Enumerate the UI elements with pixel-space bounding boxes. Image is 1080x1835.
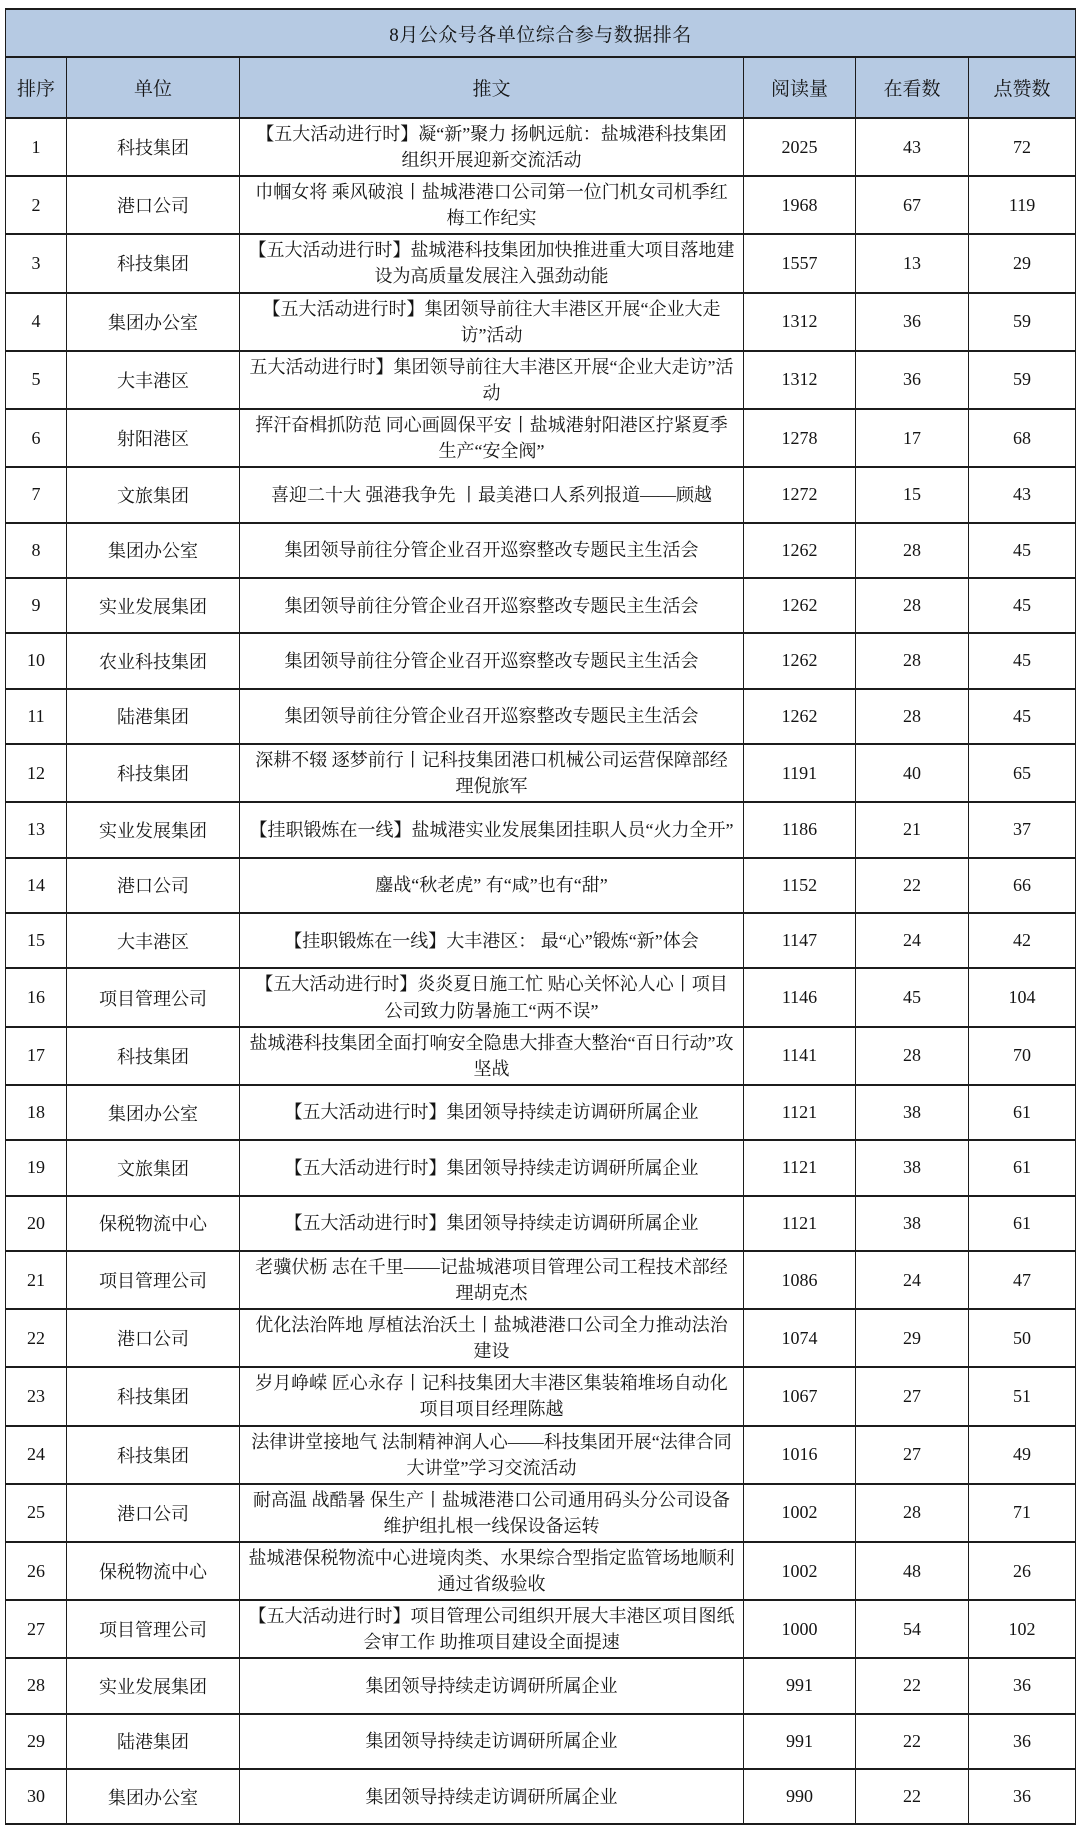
rank-cell: 24	[6, 1426, 67, 1484]
watching-cell: 27	[856, 1426, 969, 1484]
table-row	[6, 1367, 1076, 1425]
unit-cell: 科技集团	[67, 744, 240, 802]
column-header-likes: 点赞数	[969, 57, 1076, 118]
reads-cell: 1141	[744, 1027, 856, 1085]
likes-cell: 45	[969, 523, 1076, 578]
watching-cell: 27	[856, 1367, 969, 1425]
rank-cell: 14	[6, 858, 67, 913]
table-row	[6, 1484, 1076, 1542]
likes-cell: 26	[969, 1542, 1076, 1600]
rank-cell: 10	[6, 633, 67, 688]
rank-cell: 3	[6, 234, 67, 292]
unit-cell: 科技集团	[67, 1027, 240, 1085]
rank-cell: 25	[6, 1484, 67, 1542]
rank-cell: 15	[6, 913, 67, 968]
watching-cell: 28	[856, 633, 969, 688]
article-cell: 挥汗奋楫抓防范 同心画圆保平安丨盐城港射阳港区拧紧夏季生产“安全阀”	[240, 409, 744, 467]
rank-cell: 1	[6, 118, 67, 176]
article-cell: 【五大活动进行时】集团领导持续走访调研所属企业	[240, 1085, 744, 1140]
table-row	[6, 968, 1076, 1026]
article-cell: 集团领导前往分管企业召开巡察整改专题民主生活会	[240, 689, 744, 744]
watching-cell: 36	[856, 351, 969, 409]
unit-cell: 大丰港区	[67, 913, 240, 968]
table-body	[6, 118, 1076, 1824]
watching-cell: 24	[856, 913, 969, 968]
table-row	[6, 293, 1076, 351]
likes-cell: 36	[969, 1714, 1076, 1769]
reads-cell: 990	[744, 1769, 856, 1824]
table-row	[6, 1542, 1076, 1600]
likes-cell: 59	[969, 293, 1076, 351]
title-row	[6, 9, 1076, 57]
table-row	[6, 1714, 1076, 1769]
watching-cell: 24	[856, 1251, 969, 1309]
rank-cell: 23	[6, 1367, 67, 1425]
unit-cell: 农业科技集团	[67, 633, 240, 688]
watching-cell: 29	[856, 1309, 969, 1367]
reads-cell: 1557	[744, 234, 856, 292]
likes-cell: 36	[969, 1658, 1076, 1713]
likes-cell: 72	[969, 118, 1076, 176]
article-cell: 巾帼女将 乘风破浪丨盐城港港口公司第一位门机女司机季红梅工作纪实	[240, 176, 744, 234]
unit-cell: 大丰港区	[67, 351, 240, 409]
reads-cell: 1152	[744, 858, 856, 913]
reads-cell: 1262	[744, 578, 856, 633]
rank-cell: 20	[6, 1196, 67, 1251]
rank-cell: 17	[6, 1027, 67, 1085]
unit-cell: 陆港集团	[67, 689, 240, 744]
reads-cell: 1067	[744, 1367, 856, 1425]
article-cell: 喜迎二十大 强港我争先 丨最美港口人系列报道——顾越	[240, 467, 744, 522]
rank-cell: 4	[6, 293, 67, 351]
reads-cell: 1146	[744, 968, 856, 1026]
reads-cell: 1000	[744, 1600, 856, 1658]
article-cell: 【五大活动进行时】集团领导持续走访调研所属企业	[240, 1140, 744, 1195]
reads-cell: 1262	[744, 633, 856, 688]
column-header-reads: 阅读量	[744, 57, 856, 118]
rank-cell: 7	[6, 467, 67, 522]
unit-cell: 实业发展集团	[67, 1658, 240, 1713]
table-row	[6, 1085, 1076, 1140]
reads-cell: 1312	[744, 293, 856, 351]
reads-cell: 2025	[744, 118, 856, 176]
reads-cell: 991	[744, 1714, 856, 1769]
rank-cell: 18	[6, 1085, 67, 1140]
article-cell: 集团领导前往分管企业召开巡察整改专题民主生活会	[240, 523, 744, 578]
rank-cell: 12	[6, 744, 67, 802]
reads-cell: 1121	[744, 1085, 856, 1140]
article-cell: 优化法治阵地 厚植法治沃土丨盐城港港口公司全力推动法治建设	[240, 1309, 744, 1367]
column-header-article: 推文	[240, 57, 744, 118]
table-row	[6, 1309, 1076, 1367]
unit-cell: 港口公司	[67, 1309, 240, 1367]
likes-cell: 119	[969, 176, 1076, 234]
likes-cell: 36	[969, 1769, 1076, 1824]
reads-cell: 1968	[744, 176, 856, 234]
table-row	[6, 858, 1076, 913]
article-cell: 老骥伏枥 志在千里——记盐城港项目管理公司工程技术部经理胡克杰	[240, 1251, 744, 1309]
unit-cell: 科技集团	[67, 1426, 240, 1484]
article-cell: 深耕不辍 逐梦前行丨记科技集团港口机械公司运营保障部经理倪旅军	[240, 744, 744, 802]
ranking-table	[5, 8, 1076, 1825]
article-cell: 【五大活动进行时】凝“新”聚力 扬帆远航：盐城港科技集团组织开展迎新交流活动	[240, 118, 744, 176]
unit-cell: 文旅集团	[67, 1140, 240, 1195]
reads-cell: 1121	[744, 1196, 856, 1251]
article-cell: 耐高温 战酷暑 保生产丨盐城港港口公司通用码头分公司设备维护组扎根一线保设备运转	[240, 1484, 744, 1542]
table-title: 8月公众号各单位综合参与数据排名	[6, 9, 1076, 57]
likes-cell: 66	[969, 858, 1076, 913]
rank-cell: 19	[6, 1140, 67, 1195]
table-row	[6, 1658, 1076, 1713]
watching-cell: 40	[856, 744, 969, 802]
article-cell: 【五大活动进行时】集团领导持续走访调研所属企业	[240, 1196, 744, 1251]
watching-cell: 15	[856, 467, 969, 522]
likes-cell: 45	[969, 578, 1076, 633]
rank-cell: 28	[6, 1658, 67, 1713]
unit-cell: 集团办公室	[67, 1769, 240, 1824]
table-row	[6, 802, 1076, 857]
likes-cell: 29	[969, 234, 1076, 292]
unit-cell: 项目管理公司	[67, 1600, 240, 1658]
article-cell: 集团领导持续走访调研所属企业	[240, 1714, 744, 1769]
table-row	[6, 351, 1076, 409]
rank-cell: 2	[6, 176, 67, 234]
unit-cell: 项目管理公司	[67, 1251, 240, 1309]
unit-cell: 科技集团	[67, 234, 240, 292]
article-cell: 集团领导前往分管企业召开巡察整改专题民主生活会	[240, 633, 744, 688]
rank-cell: 27	[6, 1600, 67, 1658]
article-cell: 【五大活动进行时】项目管理公司组织开展大丰港区项目图纸会审工作 助推项目建设全面提速	[240, 1600, 744, 1658]
likes-cell: 42	[969, 913, 1076, 968]
watching-cell: 13	[856, 234, 969, 292]
article-cell: 集团领导持续走访调研所属企业	[240, 1769, 744, 1824]
likes-cell: 45	[969, 633, 1076, 688]
article-cell: 【挂职锻炼在一线】盐城港实业发展集团挂职人员“火力全开”	[240, 802, 744, 857]
table-row	[6, 1196, 1076, 1251]
article-cell: 集团领导前往分管企业召开巡察整改专题民主生活会	[240, 578, 744, 633]
watching-cell: 22	[856, 858, 969, 913]
watching-cell: 45	[856, 968, 969, 1026]
reads-cell: 1278	[744, 409, 856, 467]
reads-cell: 1016	[744, 1426, 856, 1484]
table-row	[6, 744, 1076, 802]
unit-cell: 科技集团	[67, 118, 240, 176]
unit-cell: 集团办公室	[67, 1085, 240, 1140]
unit-cell: 保税物流中心	[67, 1196, 240, 1251]
watching-cell: 38	[856, 1196, 969, 1251]
table-row	[6, 1140, 1076, 1195]
likes-cell: 47	[969, 1251, 1076, 1309]
watching-cell: 38	[856, 1085, 969, 1140]
rank-cell: 22	[6, 1309, 67, 1367]
likes-cell: 71	[969, 1484, 1076, 1542]
table-row	[6, 409, 1076, 467]
rank-cell: 21	[6, 1251, 67, 1309]
unit-cell: 保税物流中心	[67, 1542, 240, 1600]
rank-cell: 26	[6, 1542, 67, 1600]
reads-cell: 1186	[744, 802, 856, 857]
rank-cell: 29	[6, 1714, 67, 1769]
reads-cell: 1147	[744, 913, 856, 968]
article-cell: 盐城港科技集团全面打响安全隐患大排查大整治“百日行动”攻坚战	[240, 1027, 744, 1085]
table-row	[6, 633, 1076, 688]
column-header-rank: 排序	[6, 57, 67, 118]
watching-cell: 22	[856, 1658, 969, 1713]
watching-cell: 28	[856, 523, 969, 578]
rank-cell: 9	[6, 578, 67, 633]
unit-cell: 项目管理公司	[67, 968, 240, 1026]
likes-cell: 102	[969, 1600, 1076, 1658]
article-cell: 【挂职锻炼在一线】大丰港区： 最“心”锻炼“新”体会	[240, 913, 744, 968]
watching-cell: 36	[856, 293, 969, 351]
watching-cell: 21	[856, 802, 969, 857]
reads-cell: 1121	[744, 1140, 856, 1195]
watching-cell: 38	[856, 1140, 969, 1195]
reads-cell: 1074	[744, 1309, 856, 1367]
rank-cell: 16	[6, 968, 67, 1026]
rank-cell: 11	[6, 689, 67, 744]
rank-cell: 30	[6, 1769, 67, 1824]
rank-cell: 6	[6, 409, 67, 467]
article-cell: 岁月峥嵘 匠心永存丨记科技集团大丰港区集装箱堆场自动化项目项目经理陈越	[240, 1367, 744, 1425]
header-row	[6, 57, 1076, 118]
watching-cell: 43	[856, 118, 969, 176]
reads-cell: 1272	[744, 467, 856, 522]
article-cell: 五大活动进行时】集团领导前往大丰港区开展“企业大走访”活动	[240, 351, 744, 409]
watching-cell: 67	[856, 176, 969, 234]
reads-cell: 1086	[744, 1251, 856, 1309]
reads-cell: 1312	[744, 351, 856, 409]
watching-cell: 28	[856, 578, 969, 633]
unit-cell: 科技集团	[67, 1367, 240, 1425]
likes-cell: 50	[969, 1309, 1076, 1367]
watching-cell: 22	[856, 1769, 969, 1824]
likes-cell: 61	[969, 1196, 1076, 1251]
column-header-watching: 在看数	[856, 57, 969, 118]
reads-cell: 1002	[744, 1484, 856, 1542]
reads-cell: 1262	[744, 523, 856, 578]
likes-cell: 43	[969, 467, 1076, 522]
likes-cell: 51	[969, 1367, 1076, 1425]
article-cell: 【五大活动进行时】炎炎夏日施工忙 贴心关怀沁人心丨项目公司致力防暑施工“两不误”	[240, 968, 744, 1026]
table-row	[6, 118, 1076, 176]
watching-cell: 28	[856, 689, 969, 744]
reads-cell: 1262	[744, 689, 856, 744]
unit-cell: 港口公司	[67, 858, 240, 913]
unit-cell: 港口公司	[67, 176, 240, 234]
likes-cell: 59	[969, 351, 1076, 409]
likes-cell: 61	[969, 1140, 1076, 1195]
column-header-unit: 单位	[67, 57, 240, 118]
likes-cell: 37	[969, 802, 1076, 857]
rank-cell: 8	[6, 523, 67, 578]
likes-cell: 65	[969, 744, 1076, 802]
article-cell: 法律讲堂接地气 法制精神润人心——科技集团开展“法律合同大讲堂”学习交流活动	[240, 1426, 744, 1484]
table-row	[6, 913, 1076, 968]
likes-cell: 49	[969, 1426, 1076, 1484]
likes-cell: 104	[969, 968, 1076, 1026]
article-cell: 集团领导持续走访调研所属企业	[240, 1658, 744, 1713]
unit-cell: 文旅集团	[67, 467, 240, 522]
article-cell: 盐城港保税物流中心进境肉类、水果综合型指定监管场地顺利通过省级验收	[240, 1542, 744, 1600]
unit-cell: 集团办公室	[67, 523, 240, 578]
table-row	[6, 1027, 1076, 1085]
unit-cell: 射阳港区	[67, 409, 240, 467]
table-row	[6, 176, 1076, 234]
unit-cell: 实业发展集团	[67, 578, 240, 633]
unit-cell: 实业发展集团	[67, 802, 240, 857]
watching-cell: 28	[856, 1027, 969, 1085]
article-cell: 【五大活动进行时】盐城港科技集团加快推进重大项目落地建设为高质量发展注入强劲动能	[240, 234, 744, 292]
likes-cell: 45	[969, 689, 1076, 744]
watching-cell: 54	[856, 1600, 969, 1658]
watching-cell: 17	[856, 409, 969, 467]
table-row	[6, 1769, 1076, 1824]
table-row	[6, 467, 1076, 522]
table-row	[6, 1426, 1076, 1484]
likes-cell: 68	[969, 409, 1076, 467]
article-cell: 【五大活动进行时】集团领导前往大丰港区开展“企业大走访”活动	[240, 293, 744, 351]
unit-cell: 港口公司	[67, 1484, 240, 1542]
unit-cell: 集团办公室	[67, 293, 240, 351]
watching-cell: 22	[856, 1714, 969, 1769]
table-row	[6, 1600, 1076, 1658]
reads-cell: 1002	[744, 1542, 856, 1600]
rank-cell: 5	[6, 351, 67, 409]
unit-cell: 陆港集团	[67, 1714, 240, 1769]
table-row	[6, 234, 1076, 292]
table-row	[6, 578, 1076, 633]
table-row	[6, 523, 1076, 578]
reads-cell: 1191	[744, 744, 856, 802]
watching-cell: 48	[856, 1542, 969, 1600]
rank-cell: 13	[6, 802, 67, 857]
reads-cell: 991	[744, 1658, 856, 1713]
watching-cell: 28	[856, 1484, 969, 1542]
likes-cell: 61	[969, 1085, 1076, 1140]
table-row	[6, 1251, 1076, 1309]
article-cell: 鏖战“秋老虎” 有“咸”也有“甜”	[240, 858, 744, 913]
table-row	[6, 689, 1076, 744]
likes-cell: 70	[969, 1027, 1076, 1085]
